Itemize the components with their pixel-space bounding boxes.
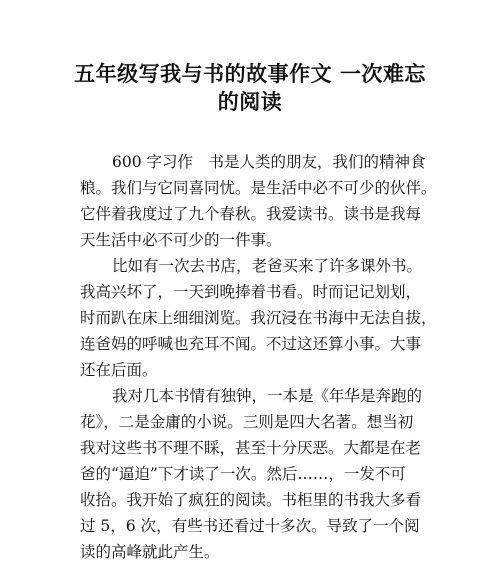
paragraph-1-line-4: 天生活中必不可少的一件事。 [80, 231, 282, 249]
paragraph-3-line-1: 我对几本书情有独钟，一本是《年华是奔跑的 [112, 387, 423, 405]
paragraph-2-line-5: 还在后面。 [80, 361, 158, 379]
paragraph-2-line-2: 我高兴坏了，一天到晚捧着书看。时而记记划划， [80, 283, 422, 301]
paragraph-1-line-2: 粮。我们与它同喜同忧。是生活中必不可少的伙伴。 [80, 179, 437, 197]
title-line-1: 五年级写我与书的故事作文 一次难忘 [74, 62, 426, 86]
paragraph-1-line-3: 它伴着我度过了九个春秋。我爱读书。读书是我每 [80, 205, 422, 223]
paragraph-3-line-6: 过 5，6 次，有些书还看过十多次。导致了一个阅 [80, 517, 420, 535]
paragraph-3-line-4: 爸的“逼迫”下才读了一次。然后……，一发不可 [80, 465, 406, 483]
paragraph-2-line-1: 比如有一次去书店，老爸买来了许多课外书。 [112, 257, 423, 275]
paragraph-2-line-4: 连爸妈的呼喊也充耳不闻。不过这还算小事。大事 [80, 335, 422, 353]
document-body [80, 149, 440, 565]
paragraph-1-line-1: 600 字习作 书是人类的朋友，我们的精神食 [112, 153, 426, 171]
paragraph-3-line-7: 读的高峰就此产生。 [80, 543, 220, 561]
document-title [60, 60, 440, 116]
paragraph-3-line-2: 花》，二是金庸的小说。三则是四大名著。想当初 [80, 413, 414, 431]
paragraph-2-line-3: 时而趴在床上细细浏览。我沉浸在书海中无法自拔， [80, 309, 437, 327]
paragraph-3-line-3: 我对这些书不理不睬，甚至十分厌恶。大都是在老 [80, 439, 422, 457]
paragraph-3-line-5: 收拾。我开始了疯狂的阅读。书柜里的书我大多看 [80, 491, 422, 509]
title-line-2: 的阅读 [217, 90, 283, 114]
